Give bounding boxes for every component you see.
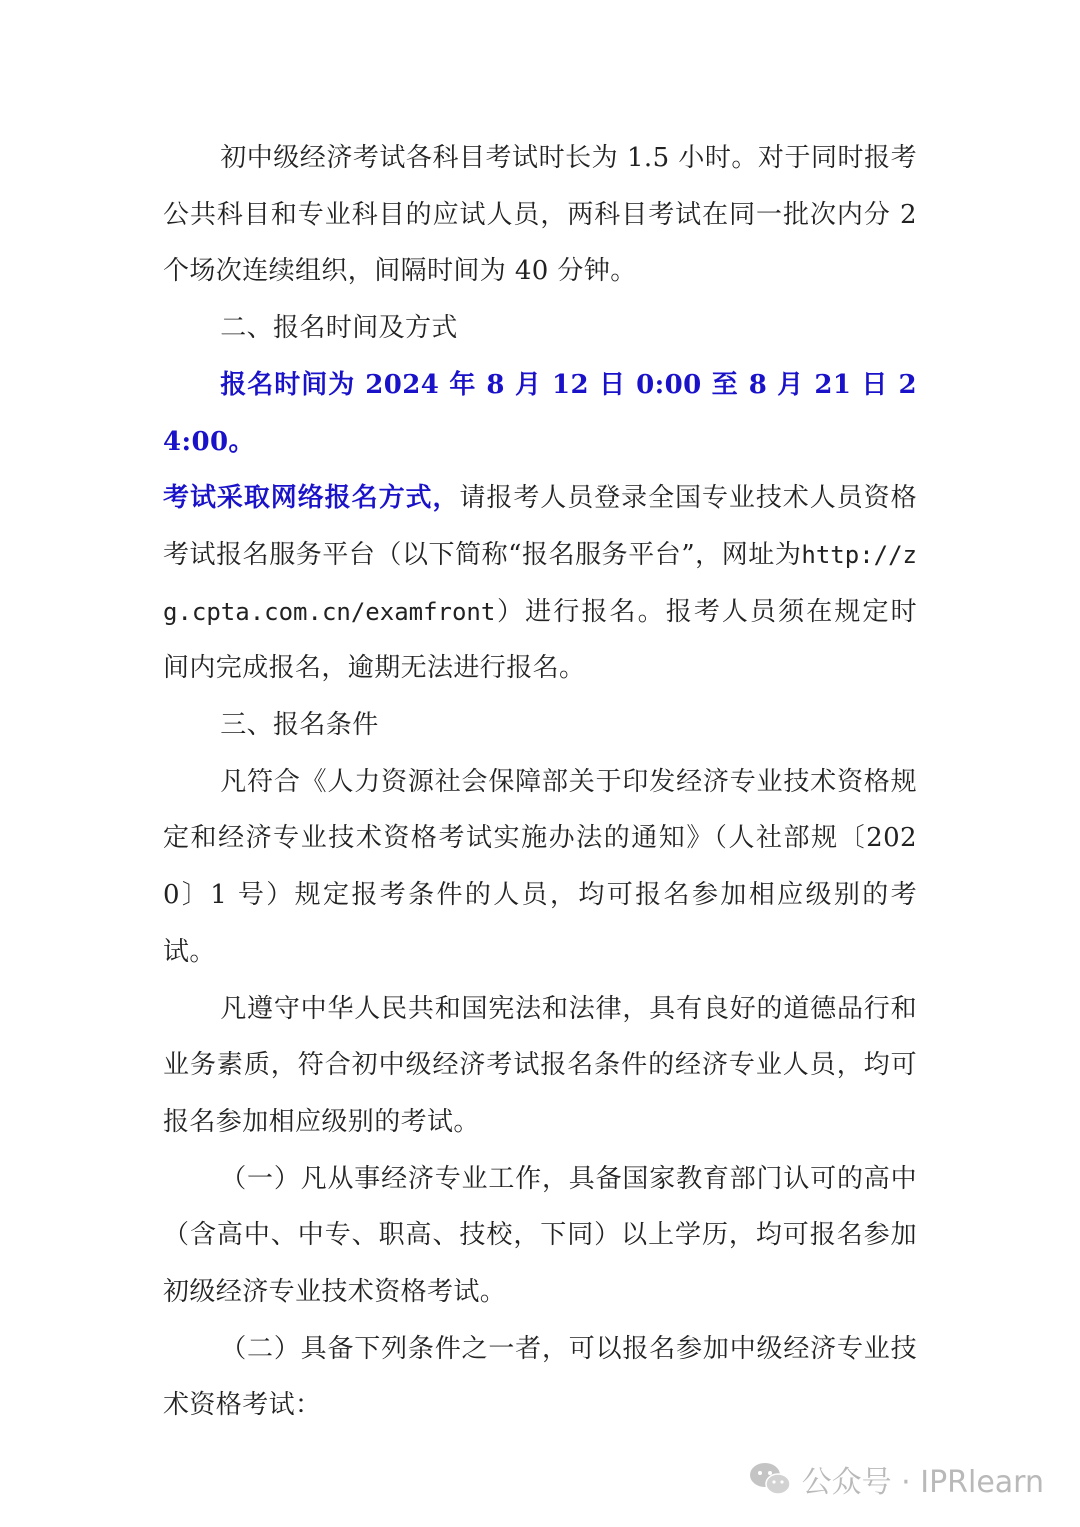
paragraph-general-conditions: 凡遵守中华人民共和国宪法和法律，具有良好的道德品行和业务素质，符合初中级经济考试报名条件的经济专业人员，均可报名参加相应级别的考试。 [163,993,917,1137]
section-heading-registration-time: 二、报名时间及方式 [220,313,458,344]
registration-url: http://zg.cpta.com.cn/examfront [163,540,917,626]
paragraph-junior-conditions: （一）凡从事经济专业工作，具备国家教育部门认可的高中（含高中、中专、职高、技校，下同）以上学历，均可报名参加初级经济专业技术资格考试。 [163,1163,917,1308]
wechat-icon [748,1461,792,1497]
watermark-text: 公众号 · IPRlearn [801,1465,1044,1500]
document-body [163,130,917,1434]
paragraph-intermediate-conditions: （二）具备下列条件之一者，可以报名参加中级经济专业技术资格考试： [163,1333,917,1421]
paragraph-registration-method [163,470,917,697]
section-heading-registration-conditions: 三、报名条件 [220,710,379,741]
paragraph-conditions-notice: 凡符合《人力资源社会保障部关于印发经济专业技术资格规定和经济专业技术资格考试实施办法的通知》（人社部规〔2020〕1 号）规定报考条件的人员，均可报名参加相应级别的考试。 [163,766,917,967]
highlight-registration-dates: 报名时间为 2024 年 8 月 12 日 0:00 至 8 月 21 日 24:00。 [163,369,917,457]
paragraph-registration-time [163,357,917,470]
registration-method-text-end: ）进行报名。报考人员须在规定时间内完成报名，逾期无法进行报名。 [163,596,917,684]
paragraph-exam-duration: 初中级经济考试各科目考试时长为 1.5 小时。对于同时报考公共科目和专业科目的应试人员，两科目考试在同一批次内分 2 个场次连续组织，间隔时间为 40 分钟。 [163,143,917,287]
registration-method-text: 请报考人员登录全国专业技术人员资格考试报名服务平台（以下简称“报名服务平台”，网址为 [163,483,917,570]
highlight-online-registration: 考试采取网络报名方式， [163,483,460,514]
watermark [748,1457,1044,1501]
